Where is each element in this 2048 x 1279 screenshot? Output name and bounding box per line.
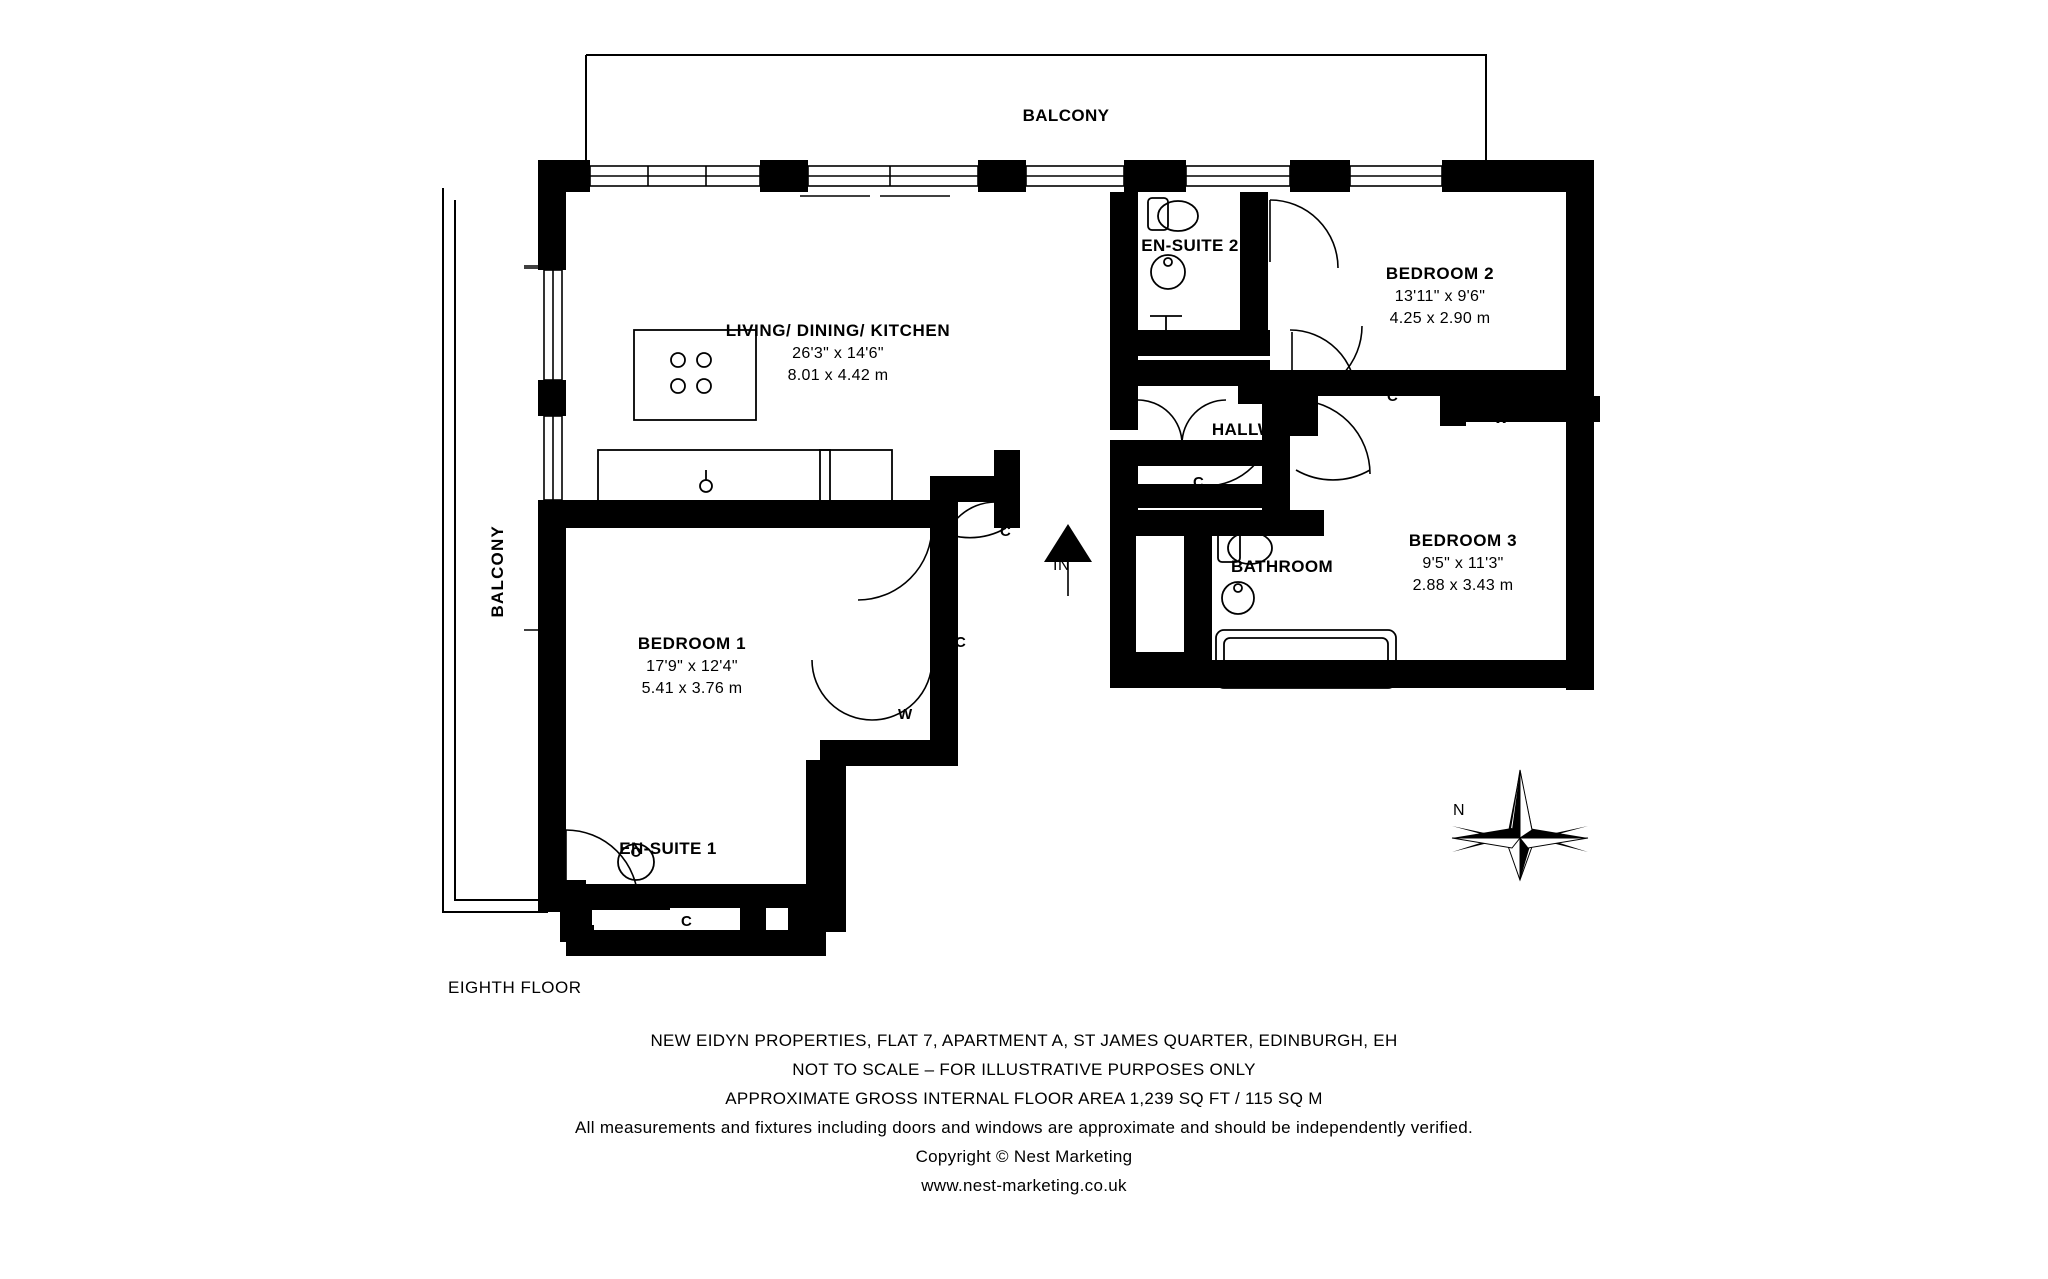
room-living-dim-m: 8.01 x 4.42 m — [787, 366, 889, 384]
room-bedroom3 — [1409, 530, 1517, 596]
room-ensuite1-name: EN-SUITE 1 — [619, 839, 717, 858]
room-bedroom3-dim-ft: 9'5" x 11'3" — [1422, 554, 1504, 572]
room-bedroom1 — [638, 633, 746, 699]
room-bedroom3-dim-m: 2.88 x 3.43 m — [1412, 576, 1514, 594]
footer-disclaimer: NOT TO SCALE – FOR ILLUSTRATIVE PURPOSES ONLY — [792, 1060, 1256, 1079]
cupboard-ensuite1: C — [681, 913, 693, 930]
footer-website[interactable]: www.nest-marketing.co.uk — [921, 1176, 1127, 1195]
cupboard-entry: C — [1000, 523, 1012, 540]
room-bedroom2 — [1386, 263, 1494, 329]
room-bedroom1-dim-m: 5.41 x 3.76 m — [641, 679, 743, 697]
footer-address: NEW EIDYN PROPERTIES, FLAT 7, APARTMENT A, ST JAMES QUARTER, EDINBURGH, EH — [650, 1031, 1398, 1050]
room-bathroom-name: BATHROOM — [1230, 557, 1334, 576]
room-living-name: LIVING/ DINING/ KITCHEN — [725, 321, 951, 340]
compass-north-label: N — [1453, 802, 1465, 819]
room-bedroom2-dim-m: 4.25 x 2.90 m — [1389, 309, 1491, 327]
room-bedroom3-name: BEDROOM 3 — [1408, 531, 1518, 550]
wardrobe-bed1: W — [898, 706, 913, 723]
floor-label: EIGHTH FLOOR — [448, 978, 582, 997]
room-living-dim-ft: 26'3" x 14'6" — [792, 344, 884, 362]
label-balcony-left: BALCONY — [488, 525, 507, 618]
room-bedroom2-dim-ft: 13'11" x 9'6" — [1394, 287, 1486, 305]
footer-copyright: Copyright © Nest Marketing — [915, 1147, 1133, 1166]
cupboard-hall-upper: C — [1179, 373, 1191, 390]
room-living — [726, 320, 950, 386]
room-ensuite2-name: EN-SUITE 2 — [1141, 236, 1239, 255]
cupboard-bed2: C — [1387, 388, 1399, 405]
cupboard-bed1: C — [955, 634, 967, 651]
footer-measurements-note: All measurements and fixtures including doors and windows are approximate and should be independently verified. — [575, 1118, 1473, 1137]
footer-area: APPROXIMATE GROSS INTERNAL FLOOR AREA 1,239 SQ FT / 115 SQ M — [725, 1089, 1323, 1108]
room-bedroom1-name: BEDROOM 1 — [637, 634, 747, 653]
room-hallway-name: HALLWAY — [1211, 420, 1297, 439]
room-bedroom1-dim-ft: 17'9" x 12'4" — [646, 657, 738, 675]
label-balcony-top: BALCONY — [1022, 106, 1110, 125]
entry-label: IN — [1053, 557, 1071, 574]
wardrobe-bed2: W — [1494, 410, 1509, 427]
cupboard-hall-lower: C — [1193, 474, 1205, 491]
room-bedroom2-name: BEDROOM 2 — [1385, 264, 1495, 283]
